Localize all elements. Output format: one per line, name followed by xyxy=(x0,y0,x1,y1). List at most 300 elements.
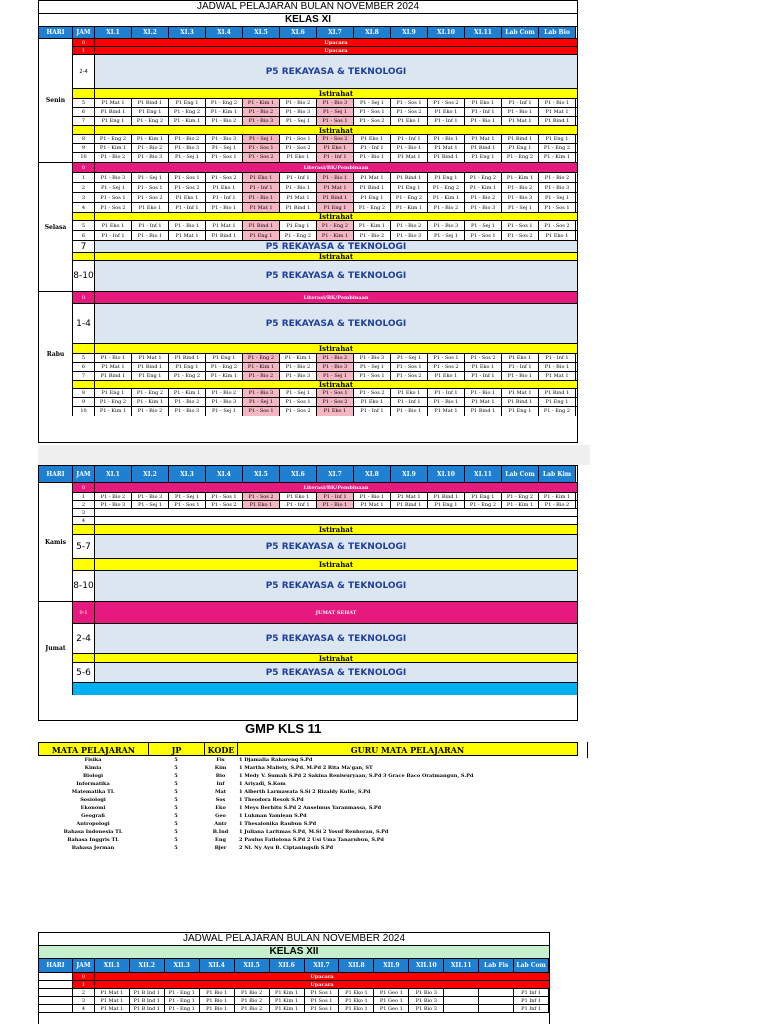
sheet-kelas: KELAS XII xyxy=(39,946,549,959)
schedule-cell: P1 - Bio 2 xyxy=(95,493,132,500)
header-cell: XI.11 xyxy=(465,466,502,482)
schedule-cell: P1 Geo 1 xyxy=(374,989,409,996)
header-cell: XII.2 xyxy=(130,959,165,972)
schedule-cell xyxy=(444,1005,479,1012)
header-cell: JAM xyxy=(73,466,95,482)
schedule-cell: P1 - Bio 2 xyxy=(206,117,243,125)
schedule-cell: P1 - Eng 2 xyxy=(132,117,169,125)
schedule-cell xyxy=(479,997,514,1004)
header-cell: XII.6 xyxy=(270,959,305,972)
teacher-row: Biologi 5 Bio 1 Medy V. Sumah S.Pd 2 Sakina Reniwuryaan, S.Pd 3 Grace Baco Oratmangun, S.Pd xyxy=(82,773,474,779)
upacara-row: Upacara xyxy=(95,39,577,46)
schedule-cell: P1 - Sej 1 xyxy=(280,389,317,397)
day-label: Kamis xyxy=(39,483,73,601)
schedule-cell: P1 Mat 1 xyxy=(206,221,243,230)
header-cell: XI.3 xyxy=(169,27,206,38)
schedule-cell: P1 Eko 1 xyxy=(391,389,428,397)
schedule-cell: P1 Mat 1 xyxy=(391,493,428,500)
header-cell: XI.10 xyxy=(428,27,465,38)
schedule-cell: P1 Bio 2 xyxy=(235,997,270,1004)
schedule-cell: P1 - Bio 2 xyxy=(169,135,206,143)
schedule-cell: P1 - Sos 2 xyxy=(132,193,169,202)
header-cell: HARI xyxy=(39,27,73,38)
schedule-cell: P1 Mat 1 xyxy=(354,501,391,508)
schedule-cell: P1 - Sej 1 xyxy=(465,221,502,230)
schedule-cell: P1 Bind 1 xyxy=(502,398,539,406)
schedule-cell: P1 Eko 1 xyxy=(317,144,354,152)
schedule-cell: P1 Bind 1 xyxy=(317,193,354,202)
schedule-cell: P1 - Bio 2 xyxy=(206,389,243,397)
schedule-cell: P1 - Bio 3 xyxy=(206,135,243,143)
header-cell: HARI xyxy=(39,466,73,482)
schedule-cell: P1 - Sej 1 xyxy=(206,144,243,152)
schedule-cell: P1 Eko 1 xyxy=(465,363,502,371)
schedule-cell: P1 - Sos 1 xyxy=(280,135,317,143)
schedule-cell xyxy=(479,1005,514,1012)
schedule-cell: P1 - Kim 1 xyxy=(169,117,206,125)
teacher-row: Matematika TL 5 Mat 1 Alberth Larmawata S.Si 2 Rizaldy Kulle, S.Pd xyxy=(71,789,371,795)
schedule-cell: P1 - Inf 1 xyxy=(465,108,502,116)
schedule-cell: P1 - Bio 3 xyxy=(502,193,539,202)
schedule-cell: P1 - Bio 1 xyxy=(391,144,428,152)
schedule-cell: P1 Eko 1 xyxy=(465,99,502,107)
schedule-cell: P1 Sos 1 xyxy=(305,997,340,1004)
schedule-cell: P1 - Kim 1 xyxy=(354,221,391,230)
schedule-cell: P1 Mat 1 xyxy=(502,389,539,397)
schedule-cell: P1 - Bio 3 xyxy=(317,363,354,371)
schedule-cell: P1 - Kim 1 xyxy=(317,231,354,240)
schedule-cell: P1 - Kim 1 xyxy=(539,493,576,500)
text-cursor xyxy=(587,742,588,758)
schedule-cell: P1 - Bio 1 xyxy=(354,153,391,162)
schedule-cell: P1 - Bio 2 xyxy=(391,221,428,230)
schedule-cell: P1 - Inf 1 xyxy=(280,173,317,182)
header-cell: XI.2 xyxy=(132,466,169,482)
schedule-cell: P1 - Inf 1 xyxy=(391,135,428,143)
header-cell: XI.9 xyxy=(391,27,428,38)
schedule-cell: P1 Eng 1 xyxy=(206,354,243,362)
schedule-cell: P1 - Eng 2 xyxy=(317,221,354,230)
schedule-cell: P1 - Bio 2 xyxy=(428,203,465,212)
schedule-cell: P1 - Sej 1 xyxy=(502,203,539,212)
teacher-table xyxy=(38,742,578,852)
schedule-cell: P1 - Eng 2 xyxy=(465,501,502,508)
schedule-cell: P1 - Kim 1 xyxy=(428,193,465,202)
schedule-cell: P1 - Bio 1 xyxy=(243,193,280,202)
schedule-cell: P1 - Sej 1 xyxy=(539,193,576,202)
header-cell: XI.8 xyxy=(354,466,391,482)
header-cell: XII.4 xyxy=(200,959,235,972)
schedule-cell: P1 - Eng 2 xyxy=(502,493,539,500)
schedule-cell: P1 - Kim 1 xyxy=(206,372,243,380)
schedule-cell: P1 Eko 1 xyxy=(428,372,465,380)
schedule-cell: P1 - Bio 3 xyxy=(280,108,317,116)
schedule-cell: P1 Eng 1 xyxy=(539,398,576,406)
schedule-cell: P1 - Sej 1 xyxy=(243,398,280,406)
schedule-cell: P1 Bio 2 xyxy=(235,989,270,996)
schedule-cell: P1 Mat 1 xyxy=(428,144,465,152)
schedule-cell: P1 - Sej 1 xyxy=(428,231,465,240)
schedule-cell: P1 - Bio 3 xyxy=(132,493,169,500)
schedule-cell: P1 - Bio 3 xyxy=(243,389,280,397)
schedule-cell: P1 - Eng 2 xyxy=(169,108,206,116)
schedule-cell: P1 - Sos 2 xyxy=(206,501,243,508)
schedule-cell: P1 - Bio 1 xyxy=(132,231,169,240)
schedule-cell: P1 - Bio 3 xyxy=(317,99,354,107)
schedule-cell: P1 Bio 1 xyxy=(200,989,235,996)
header-cell: XI.5 xyxy=(243,466,280,482)
header-cell: Lab Bio xyxy=(539,27,576,38)
schedule-cell: P1 - Bio 2 xyxy=(280,99,317,107)
schedule-cell: P1 Bio 1 xyxy=(200,1005,235,1012)
schedule-cell: P1 - Bio 1 xyxy=(169,221,206,230)
schedule-cell: P1 - Sos 2 xyxy=(206,173,243,182)
schedule-cell: P1 B Ind 1 xyxy=(130,997,165,1004)
teacher-row: Antropologi 5 Antr 1 Thesalonika Raubun S.Pd xyxy=(76,821,317,827)
schedule-cell: P1 Bind 1 xyxy=(206,231,243,240)
schedule-cell: P1 Mat 1 xyxy=(465,398,502,406)
schedule-cell: P1 Mat 1 xyxy=(169,231,206,240)
schedule-cell: P1 - Bio 2 xyxy=(539,501,576,508)
schedule-cell: P1 Eng 1 xyxy=(132,108,169,116)
sheet-title: JADWAL PELAJARAN BULAN NOVEMBER 2024 xyxy=(39,933,549,946)
schedule-cell: P1 - Sos 2 xyxy=(391,372,428,380)
schedule-cell: P1 Geo 1 xyxy=(374,1005,409,1012)
schedule-cell: P1 - Inf 1 xyxy=(280,501,317,508)
header-cell: JAM xyxy=(73,959,95,972)
schedule-cell: P1 Eko 1 xyxy=(132,203,169,212)
schedule-cell: P1 - Inf 1 xyxy=(317,153,354,162)
teacher-row: Geografi 5 Geo 1 Lukman Yamlean S.Pd xyxy=(81,813,307,819)
schedule-cell: P1 - Sos 2 xyxy=(354,117,391,125)
schedule-cell: P1 Bio 2 xyxy=(235,1005,270,1012)
header-cell: XI.11 xyxy=(465,27,502,38)
schedule-cell: P1 - Bio 1 xyxy=(354,493,391,500)
schedule-cell: P1 - Bio 3 xyxy=(169,407,206,416)
schedule-cell: P1 - Bio 3 xyxy=(169,144,206,152)
schedule-cell: P1 - Sej 1 xyxy=(169,493,206,500)
header-cell: XI.4 xyxy=(206,466,243,482)
schedule-cell: P1 - Bio 2 xyxy=(132,144,169,152)
schedule-cell: P1 - Sos 1 xyxy=(95,193,132,202)
schedule-cell: P1 - Inf 1 xyxy=(428,117,465,125)
schedule-cell: P1 - Sos 1 xyxy=(465,231,502,240)
day-label: Senin xyxy=(39,39,73,162)
schedule-cell: P1 - Bio 2 xyxy=(243,108,280,116)
header-cell: XI.9 xyxy=(391,466,428,482)
schedule-cell: P1 - Sej 1 xyxy=(354,363,391,371)
schedule-cell: P1 - Bio 3 xyxy=(95,501,132,508)
schedule-cell: P1 - Sos 2 xyxy=(243,493,280,500)
schedule-cell: P1 - Eng 2 xyxy=(539,144,576,152)
schedule-cell: P1 Mat 1 xyxy=(132,354,169,362)
header-cell: Lab Com xyxy=(502,27,539,38)
schedule-cell: P1 - Bio 3 xyxy=(465,203,502,212)
schedule-cell: P1 Mat 1 xyxy=(243,203,280,212)
schedule-cell: P1 - Kim 1 xyxy=(539,153,576,162)
day-block-senin: Senin 0 Upacara 1 Upacara 2-4 P5 REKAYASA & TEKNOLOGI Istirahat 5 P1 Mat 1 P1 Bind 1 P1 Eng 1 P1 - Eng 2 P1 - Kim 1 P1 - Bio 2 P1 - Bio 3 P1 - Sej 1 P1 - Sos 1 P1 - Sos 2 P1 Eko 1 P1 - Inf 1 P1 - Bio 1 6 P1 Bind 1 P1 Eng 1 P1 - Eng 2 P1 - Kim 1 P1 - Bio 2 P1 - Bio 3 P1 - Sej 1 P1 - Sos 1 P1 - Sos 2 P1 Eko 1 P1 - Inf 1 P1 - Bio 1 P1 Mat 1 7 P1 Eng 1 P1 - Eng 2 P1 - Kim 1 P1 - Bio 2 P1 - Bio 3 P1 - Sej 1 P1 - Sos 1 P1 - Sos 2 P1 Eko 1 P1 - Inf 1 P1 - Bio 1 P1 Mat 1 P1 Bind 1 Istirahat 8 P1 - Eng 2 P1 - Kim 1 P1 - Bio 2 P1 - Bio 3 P1 - Sej 1 P1 - Sos 1 P1 - Sos 2 P1 Eko 1 P1 - Inf 1 P1 - Bio 1 P1 Mat 1 P1 Bind 1 P1 Eng 1 9 P1 - Kim 1 P1 - Bio 2 P1 - Bio 3 P1 - Sej 1 P1 - Sos 1 P1 - Sos 2 P1 Eko 1 P1 - Inf 1 P1 - Bio 1 P1 Mat 1 P1 Bind 1 P1 Eng 1 P1 - Eng 2 10 P1 - Bio 2 P1 - Bio 3 P1 - Sej 1 P1 - Sos 1 P1 - Sos 2 P1 Eko 1 P1 - Inf 1 P1 - Bio 1 P1 Mat 1 P1 Bind 1 P1 Eng 1 P1 - Eng 2 P1 - Kim 1 xyxy=(39,39,577,163)
schedule-cell: P1 - Bio 2 xyxy=(132,407,169,416)
schedule-cell: P1 - Sej 1 xyxy=(391,354,428,362)
schedule-cell: P1 - Eng 1 xyxy=(165,1005,200,1012)
schedule-cell: P1 - Inf 1 xyxy=(132,221,169,230)
schedule-cell: P1 Eng 1 xyxy=(391,183,428,192)
schedule-cell: P1 Eng 1 xyxy=(465,493,502,500)
schedule-cell: P1 - Bio 1 xyxy=(465,389,502,397)
schedule-sheet-xi-b xyxy=(38,465,578,721)
schedule-cell: P1 - Bio 1 xyxy=(95,354,132,362)
header-cell: HARI xyxy=(39,959,73,972)
schedule-cell: P1 - Inf 1 xyxy=(502,99,539,107)
schedule-cell: P1 - Eng 2 xyxy=(206,99,243,107)
header-cell: Lab Com xyxy=(502,466,539,482)
schedule-cell: P1 - Sej 1 xyxy=(95,183,132,192)
schedule-cell: P1 Bind 1 xyxy=(95,108,132,116)
schedule-cell: P1 - Inf 1 xyxy=(317,493,354,500)
schedule-cell: P1 - Kim 1 xyxy=(502,173,539,182)
header-cell: Lab Fis xyxy=(479,959,514,972)
schedule-cell: P1 - Sos 1 xyxy=(243,407,280,416)
schedule-cell: P1 - Sos 2 xyxy=(465,354,502,362)
schedule-cell: P1 - Eng 2 xyxy=(243,354,280,362)
sheet-kelas: KELAS XI xyxy=(39,14,577,27)
schedule-cell: P1 B Ind 1 xyxy=(130,1005,165,1012)
schedule-cell: P1 - Sos 2 xyxy=(317,135,354,143)
schedule-cell: P1 Eng 1 xyxy=(502,144,539,152)
header-cell: XI.1 xyxy=(95,466,132,482)
schedule-cell: P1 - Bio 3 xyxy=(206,398,243,406)
schedule-cell: P1 - Sej 1 xyxy=(132,173,169,182)
schedule-cell: P1 - Sos 1 xyxy=(354,372,391,380)
p5-band: P5 REKAYASA & TEKNOLOGI xyxy=(265,67,407,77)
schedule-cell: P1 - Eng 2 xyxy=(95,135,132,143)
schedule-cell: P1 Sos 1 xyxy=(305,1005,340,1012)
schedule-cell: P1 Eng 1 xyxy=(539,135,576,143)
schedule-cell: P1 - Eng 2 xyxy=(95,398,132,406)
schedule-cell: P1 Bind 1 xyxy=(428,493,465,500)
schedule-cell: P1 - Kim 1 xyxy=(95,144,132,152)
schedule-cell: P1 - Kim 1 xyxy=(95,407,132,416)
schedule-cell: P1 - Kim 1 xyxy=(132,135,169,143)
schedule-cell: P1 - Sos 1 xyxy=(317,389,354,397)
schedule-cell: P1 Mat 1 xyxy=(539,372,576,380)
schedule-cell: P1 Eng 1 xyxy=(428,173,465,182)
schedule-cell: P1 - Inf 1 xyxy=(206,193,243,202)
schedule-cell: P1 Eko 1 xyxy=(317,407,354,416)
schedule-cell xyxy=(444,997,479,1004)
schedule-cell: P1 Eko 1 xyxy=(339,1005,374,1012)
header-cell: XII.3 xyxy=(165,959,200,972)
schedule-cell: P1 Mat 1 xyxy=(465,135,502,143)
schedule-cell: P1 - Bio 3 xyxy=(428,221,465,230)
schedule-cell: P1 - Inf 1 xyxy=(465,372,502,380)
schedule-cell: P1 - Sos 1 xyxy=(169,501,206,508)
schedule-cell: P1 Kim 1 xyxy=(270,1005,305,1012)
schedule-cell: P1 Mat 1 xyxy=(391,153,428,162)
schedule-cell: P1 - Bio 1 xyxy=(206,203,243,212)
teacher-row: Bahasa Jerman 5 Bjer 2 Ni. Ny Ayu B. Ciptaningsih S.Pd xyxy=(71,845,334,851)
schedule-cell: P1 - Sos 1 xyxy=(391,363,428,371)
header-cell: XII.10 xyxy=(409,959,444,972)
day-block-selasa: Selasa 0 Literasi/BK/Pembinaan 1 P1 - Bio 3 P1 - Sej 1 P1 - Sos 1 P1 - Sos 2 P1 Eko 1 P1 - Inf 1 P1 - Bio 1 P1 Mat 1 P1 Bind 1 P1 Eng 1 P1 - Eng 2 P1 - Kim 1 P1 - Bio 2 2 P1 - Sej 1 P1 - Sos 1 P1 - Sos 2 P1 Eko 1 P1 - Inf 1 P1 - Bio 1 P1 Mat 1 P1 Bind 1 P1 Eng 1 P1 - Eng 2 P1 - Kim 1 P1 - Bio 2 P1 - Bio 3 3 P1 - Sos 1 P1 - Sos 2 P1 Eko 1 P1 - Inf 1 P1 - Bio 1 P1 Mat 1 P1 Bind 1 P1 Eng 1 P1 - Eng 2 P1 - Kim 1 P1 - Bio 2 P1 - Bio 3 P1 - Sej 1 4 P1 - Sos 2 P1 Eko 1 P1 - Inf 1 P1 - Bio 1 P1 Mat 1 P1 Bind 1 P1 Eng 1 P1 - Eng 2 P1 - Kim 1 P1 - Bio 2 P1 - Bio 3 P1 - Sej 1 P1 - Sos 1 Istirahat 5 P1 Eko 1 P1 - Inf 1 P1 - Bio 1 P1 Mat 1 P1 Bind 1 P1 Eng 1 P1 - Eng 2 P1 - Kim 1 P1 - Bio 2 P1 - Bio 3 P1 - Sej 1 P1 - Sos 1 P1 - Sos 2 6 P1 - Inf 1 P1 - Bio 1 P1 Mat 1 P1 Bind 1 P1 Eng 1 P1 - Eng 2 P1 - Kim 1 P1 - Bio 2 P1 - Bio 3 P1 - Sej 1 P1 - Sos 1 P1 - Sos 2 P1 Eko 1 7 P5 REKAYASA & TEKNOLOGI Istirahat 8-10 P5 REKAYASA & TEKNOLOGI xyxy=(39,163,577,292)
schedule-cell: P1 - Sos 2 xyxy=(169,183,206,192)
header-row xyxy=(39,959,549,973)
schedule-cell: P1 Eko 1 xyxy=(280,493,317,500)
schedule-cell: P1 - Sos 1 xyxy=(280,398,317,406)
schedule-cell: P1 - Eng 2 xyxy=(354,203,391,212)
schedule-cell: P1 - Kim 1 xyxy=(169,389,206,397)
schedule-cell: P1 - Sos 1 xyxy=(169,173,206,182)
schedule-cell xyxy=(479,989,514,996)
schedule-cell: P1 - Inf 1 xyxy=(539,354,576,362)
day-block-rabu: Rabu 0 Literasi/BK/Pembinaan 1-4 P5 REKAYASA & TEKNOLOGI Istirahat 5 P1 - Bio 1 P1 Mat 1 P1 Bind 1 P1 Eng 1 P1 - Eng 2 P1 - Kim 1 P1 - Bio 2 P1 - Bio 3 P1 - Sej 1 P1 - Sos 1 P1 - Sos 2 P1 Eko 1 P1 - Inf 1 6 P1 Mat 1 P1 Bind 1 P1 Eng 1 P1 - Eng 2 P1 - Kim 1 P1 - Bio 2 P1 - Bio 3 P1 - Sej 1 P1 - Sos 1 P1 - Sos 2 P1 Eko 1 P1 - Inf 1 P1 - Bio 1 7 P1 Bind 1 P1 Eng 1 P1 - Eng 2 P1 - Kim 1 P1 - Bio 2 P1 - Bio 3 P1 - Sej 1 P1 - Sos 1 P1 - Sos 2 P1 Eko 1 P1 - Inf 1 P1 - Bio 1 P1 Mat 1 Istirahat 8 P1 Eng 1 P1 - Eng 2 P1 - Kim 1 P1 - Bio 2 P1 - Bio 3 P1 - Sej 1 P1 - Sos 1 P1 - Sos 2 P1 Eko 1 P1 - Inf 1 P1 - Bio 1 P1 Mat 1 P1 Bind 1 9 P1 - Eng 2 P1 - Kim 1 P1 - Bio 2 P1 - Bio 3 P1 - Sej 1 P1 - Sos 1 P1 - Sos 2 P1 Eko 1 P1 - Inf 1 P1 - Bio 1 P1 Mat 1 P1 Bind 1 P1 Eng 1 10 P1 - Kim 1 P1 - Bio 2 P1 - Bio 3 P1 - Sej 1 P1 - Sos 1 P1 - Sos 2 P1 Eko 1 P1 - Inf 1 P1 - Bio 1 P1 Mat 1 P1 Bind 1 P1 Eng 1 P1 - Eng 2 xyxy=(39,292,577,416)
schedule-cell: P1 Eng 1 xyxy=(502,407,539,416)
schedule-cell: P1 - Sos 2 xyxy=(391,108,428,116)
schedule-cell: P1 Eko 1 xyxy=(206,183,243,192)
day-block-kamis: Kamis 0 Literasi/BK/Pembinaan 1 P1 - Bio 2 P1 - Bio 3 P1 - Sej 1 P1 - Sos 1 P1 - Sos 2 P1 Eko 1 P1 - Inf 1 P1 - Bio 1 P1 Mat 1 P1 Bind 1 P1 Eng 1 P1 - Eng 2 P1 - Kim 1 2 P1 - Bio 3 P1 - Sej 1 P1 - Sos 1 P1 - Sos 2 P1 Eko 1 P1 - Inf 1 P1 - Bio 1 P1 Mat 1 P1 Bind 1 P1 Eng 1 P1 - Eng 2 P1 - Kim 1 P1 - Bio 2 3 4 Istirahat 5-7 P5 REKAYASA & TEKNOLOGI Istirahat 8-10 P5 REKAYASA & TEKNOLOGI xyxy=(39,483,577,602)
schedule-cell: P1 - Kim 1 xyxy=(391,203,428,212)
schedule-cell: P1 Inf 1 xyxy=(514,989,549,996)
sheet-title: JADWAL PELAJARAN BULAN NOVEMBER 2024 xyxy=(39,1,577,14)
schedule-cell: P1 Eko 1 xyxy=(502,354,539,362)
schedule-cell: P1 - Bio 1 xyxy=(502,108,539,116)
schedule-cell: P1 - Eng 2 xyxy=(391,193,428,202)
page-gap xyxy=(38,445,590,465)
header-cell: XII.8 xyxy=(339,959,374,972)
header-cell: XII.5 xyxy=(235,959,270,972)
schedule-cell: P1 - Bio 2 xyxy=(243,372,280,380)
schedule-cell: P1 - Sos 1 xyxy=(132,183,169,192)
schedule-cell: P1 - Sos 1 xyxy=(354,108,391,116)
header-cell: XI.6 xyxy=(280,27,317,38)
schedule-cell: P1 - Sej 1 xyxy=(243,135,280,143)
schedule-cell: P1 Eko 1 xyxy=(243,173,280,182)
schedule-cell: P1 - Sos 1 xyxy=(243,144,280,152)
schedule-cell: P1 - Sej 1 xyxy=(280,117,317,125)
schedule-cell: P1 Eng 1 xyxy=(243,231,280,240)
header-cell: XII.7 xyxy=(305,959,340,972)
teacher-table-header: MATA PELAJARAN JP KODE GURU MATA PELAJARAN xyxy=(38,742,578,756)
schedule-cell: P1 - Eng 2 xyxy=(465,173,502,182)
schedule-cell: P1 Bio 3 xyxy=(409,989,444,996)
schedule-cell: P1 - Bio 1 xyxy=(465,117,502,125)
schedule-cell: P1 Mat 1 xyxy=(95,1005,130,1012)
schedule-cell: P1 - Bio 3 xyxy=(95,173,132,182)
schedule-cell: P1 Eko 1 xyxy=(95,221,132,230)
header-cell: XI.7 xyxy=(317,466,354,482)
schedule-cell: P1 - Bio 1 xyxy=(317,173,354,182)
gmp-title: GMP KLS 11 xyxy=(245,721,322,736)
schedule-cell: P1 - Bio 1 xyxy=(502,372,539,380)
header-cell: XII.9 xyxy=(374,959,409,972)
schedule-cell: P1 - Kim 1 xyxy=(206,108,243,116)
schedule-cell: P1 - Inf 1 xyxy=(169,203,206,212)
schedule-cell: P1 Bind 1 xyxy=(391,173,428,182)
schedule-cell: P1 - Inf 1 xyxy=(391,398,428,406)
header-cell: XII.1 xyxy=(95,959,130,972)
schedule-cell: P1 - Sej 1 xyxy=(206,407,243,416)
schedule-cell: P1 Eko 1 xyxy=(539,231,576,240)
schedule-cell: P1 Bio 1 xyxy=(200,997,235,1004)
schedule-cell: P1 Bind 1 xyxy=(428,153,465,162)
schedule-cell: P1 - Eng 2 xyxy=(539,407,576,416)
teacher-row: Sosiologi 5 Sos 1 Theodora Resok S.Pd xyxy=(80,797,304,803)
schedule-cell: P1 Bind 1 xyxy=(243,221,280,230)
schedule-cell: P1 - Eng 2 xyxy=(428,183,465,192)
header-cell: XI.8 xyxy=(354,27,391,38)
header-cell: Lab Com xyxy=(514,959,549,972)
schedule-cell: P1 Mat 1 xyxy=(539,108,576,116)
schedule-cell: P1 Bind 1 xyxy=(391,501,428,508)
schedule-cell: P1 - Bio 2 xyxy=(502,183,539,192)
schedule-cell: P1 Eko 1 xyxy=(354,398,391,406)
schedule-cell: P1 Bind 1 xyxy=(95,372,132,380)
day-label: Jumat xyxy=(39,602,73,695)
schedule-cell: P1 Eko 1 xyxy=(339,989,374,996)
schedule-cell: P1 B Ind 1 xyxy=(130,989,165,996)
schedule-cell: P1 - Kim 1 xyxy=(243,363,280,371)
schedule-cell: P1 - Sos 2 xyxy=(280,144,317,152)
header-cell: Lab Kim xyxy=(539,466,576,482)
schedule-cell: P1 Mat 1 xyxy=(95,989,130,996)
schedule-cell: P1 - Inf 1 xyxy=(354,144,391,152)
schedule-cell: P1 Mat 1 xyxy=(354,173,391,182)
schedule-cell: P1 - Bio 1 xyxy=(539,99,576,107)
schedule-cell: P1 - Bio 2 xyxy=(280,363,317,371)
schedule-cell: P1 - Sos 2 xyxy=(243,153,280,162)
day-label: Rabu xyxy=(39,292,73,416)
header-cell: XI.10 xyxy=(428,466,465,482)
schedule-cell: P1 - Sej 1 xyxy=(354,99,391,107)
schedule-cell: P1 Inf 1 xyxy=(514,1005,549,1012)
schedule-cell: P1 Bind 1 xyxy=(354,183,391,192)
schedule-cell: P1 Eng 1 xyxy=(317,203,354,212)
schedule-cell: P1 Eko 1 xyxy=(428,108,465,116)
schedule-cell: P1 - Sos 1 xyxy=(391,99,428,107)
schedule-cell: P1 Inf 1 xyxy=(514,997,549,1004)
schedule-cell: P1 - Bio 3 xyxy=(132,153,169,162)
schedule-cell: P1 - Sos 1 xyxy=(206,153,243,162)
schedule-cell: P1 - Bio 2 xyxy=(169,398,206,406)
schedule-cell: P1 - Bio 1 xyxy=(428,135,465,143)
schedule-cell: P1 - Kim 1 xyxy=(502,501,539,508)
schedule-cell: P1 Eng 1 xyxy=(169,363,206,371)
schedule-cell: P1 Mat 1 xyxy=(428,407,465,416)
ekskul-band xyxy=(73,683,577,695)
schedule-cell: P1 - Sej 1 xyxy=(317,108,354,116)
schedule-cell: P1 Eng 1 xyxy=(95,117,132,125)
schedule-cell: P1 Bind 1 xyxy=(465,407,502,416)
teacher-row: Bahasa Indonesia TL 5 B.Ind 1 Juliana Laritmas S.Pd, M.Si 2 Yosuf Renhoran, S.Pd xyxy=(63,829,389,835)
schedule-cell: P1 - Bio 1 xyxy=(317,501,354,508)
day-label: Selasa xyxy=(39,163,73,291)
schedule-cell: P1 - Bio 3 xyxy=(539,183,576,192)
schedule-cell: P1 - Kim 1 xyxy=(132,398,169,406)
schedule-cell: P1 Bio 3 xyxy=(409,997,444,1004)
schedule-cell: P1 - Bio 3 xyxy=(243,117,280,125)
header-row xyxy=(39,466,577,483)
teacher-row: Fisika 5 Fis 1 Djamalia Raharenq S.Pd xyxy=(84,757,313,763)
header-cell: XI.6 xyxy=(280,466,317,482)
schedule-cell: P1 - Inf 1 xyxy=(502,363,539,371)
schedule-cell: P1 Eko 1 xyxy=(391,117,428,125)
schedule-cell: P1 Mat 1 xyxy=(95,997,130,1004)
schedule-cell: P1 - Bio 3 xyxy=(354,354,391,362)
schedule-cell: P1 - Bio 1 xyxy=(391,407,428,416)
schedule-cell: P1 - Bio 3 xyxy=(391,231,428,240)
header-cell: XI.7 xyxy=(317,27,354,38)
schedule-cell: P1 Eng 1 xyxy=(95,389,132,397)
